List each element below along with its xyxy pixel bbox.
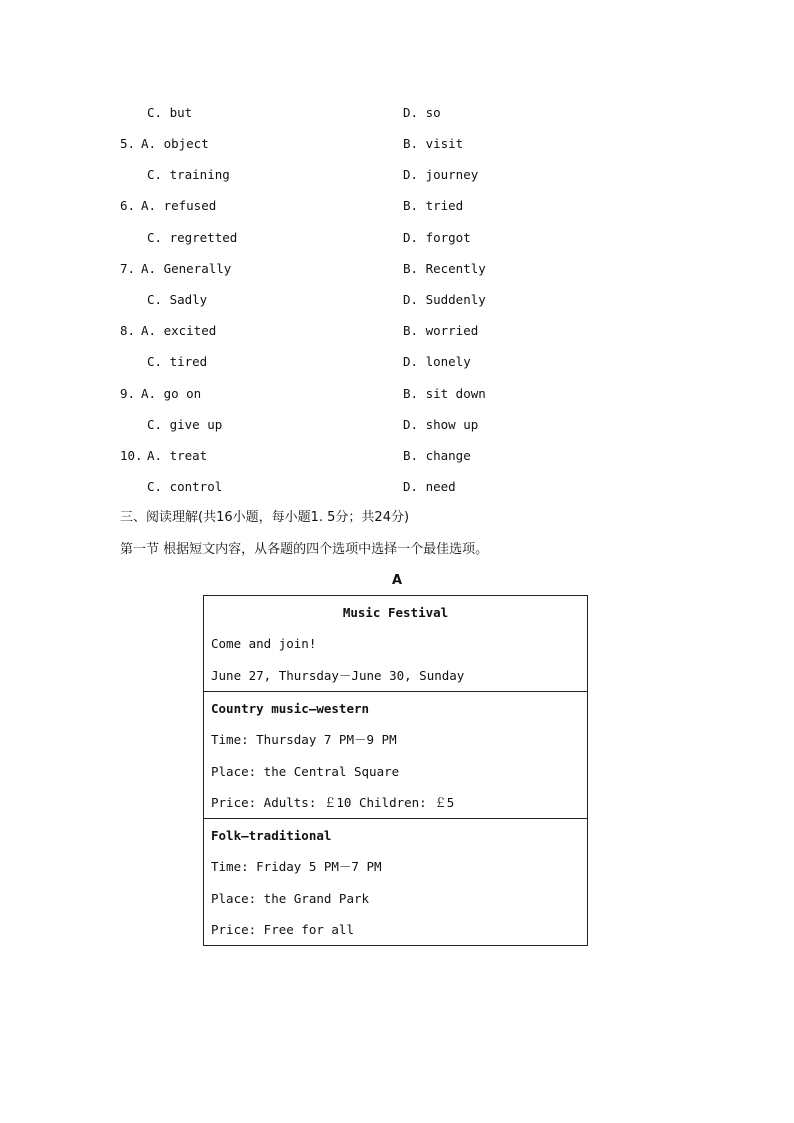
option-first: C. training xyxy=(147,167,230,182)
option-row xyxy=(0,415,794,435)
option-row xyxy=(0,477,794,497)
option-row xyxy=(0,352,794,372)
event-place: Place: the Central Square xyxy=(211,764,400,779)
part-instruction: 第一节 根据短文内容，从各题的四个选项中选择一个最佳选项。 xyxy=(120,542,489,557)
option-second: D. show up xyxy=(403,417,479,432)
festival-dates: June 27, Thursday－June 30, Sunday xyxy=(211,668,465,683)
option-first: A. treat xyxy=(147,448,208,463)
option-first: C. control xyxy=(147,479,223,494)
section-heading: 三、阅读理解(共16小题，每小题1. 5分；共24分) xyxy=(120,510,410,525)
option-second: D. need xyxy=(403,479,456,494)
option-first: A. Generally xyxy=(141,261,232,276)
question-number: 10. xyxy=(120,448,143,463)
option-second: B. Recently xyxy=(403,261,486,276)
question-number: 7. xyxy=(120,261,136,276)
option-second: D. journey xyxy=(403,167,479,182)
question-number: 5. xyxy=(120,136,136,151)
option-first: A. go on xyxy=(141,386,202,401)
event-time: Time: Thursday 7 PM－9 PM xyxy=(211,732,397,747)
event-price: Price: Free for all xyxy=(211,922,354,937)
option-second: D. lonely xyxy=(403,354,471,369)
event-section xyxy=(204,691,587,819)
option-second: D. forgot xyxy=(403,230,471,245)
option-row xyxy=(0,134,794,154)
option-row xyxy=(0,384,794,404)
option-second: B. change xyxy=(403,448,471,463)
option-second: D. Suddenly xyxy=(403,292,486,307)
option-first: A. refused xyxy=(141,198,217,213)
option-row xyxy=(0,321,794,341)
event-name: Country music—western xyxy=(211,701,370,716)
event-name: Folk—traditional xyxy=(211,828,332,843)
option-first: C. regretted xyxy=(147,230,238,245)
option-second: B. tried xyxy=(403,198,464,213)
festival-title: Music Festival xyxy=(342,605,449,620)
option-first: C. Sadly xyxy=(147,292,208,307)
option-first: C. but xyxy=(147,105,193,120)
event-time: Time: Friday 5 PM－7 PM xyxy=(211,859,382,874)
option-row xyxy=(0,290,794,310)
option-second: B. worried xyxy=(403,323,479,338)
option-row xyxy=(0,165,794,185)
option-first: C. tired xyxy=(147,354,208,369)
question-number: 9. xyxy=(120,386,136,401)
festival-invite: Come and join! xyxy=(211,636,317,651)
option-row xyxy=(0,446,794,466)
option-second: B. sit down xyxy=(403,386,486,401)
question-number: 6. xyxy=(120,198,136,213)
passage-label: A xyxy=(391,573,403,588)
option-second: B. visit xyxy=(403,136,464,151)
festival-notice xyxy=(203,595,588,946)
option-row xyxy=(0,259,794,279)
option-row xyxy=(0,103,794,123)
question-number: 8. xyxy=(120,323,136,338)
option-second: D. so xyxy=(403,105,441,120)
option-row xyxy=(0,228,794,248)
option-first: C. give up xyxy=(147,417,223,432)
option-first: A. object xyxy=(141,136,209,151)
event-price: Price: Adults: ￡10 Children: ￡5 xyxy=(211,795,455,810)
event-section xyxy=(204,818,587,946)
option-first: A. excited xyxy=(141,323,217,338)
option-row xyxy=(0,196,794,216)
event-place: Place: the Grand Park xyxy=(211,891,370,906)
